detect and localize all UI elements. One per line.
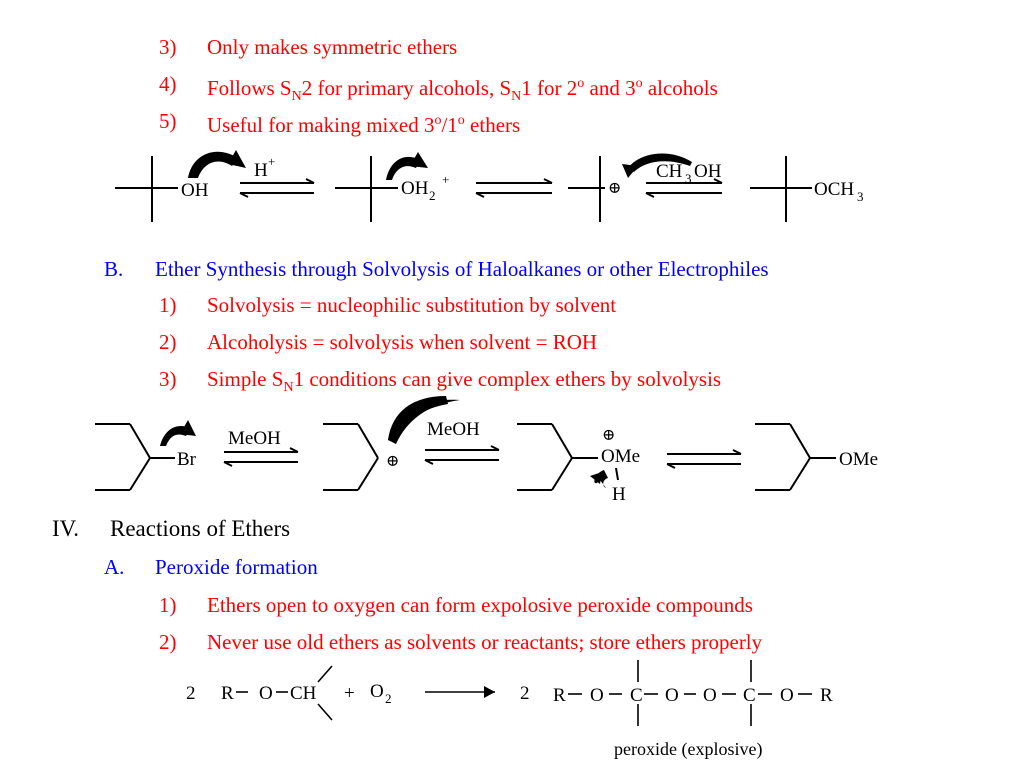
item-number: 3) — [159, 35, 177, 59]
svg-text:H: H — [612, 484, 626, 505]
svg-text:MeOH: MeOH — [427, 419, 480, 440]
svg-text:MeOH: MeOH — [228, 428, 281, 449]
item-text: Useful for making mixed 3$^o$/1$^o$ ethers — [207, 113, 521, 137]
item-text: Ethers open to oxygen can form expolosive peroxide compounds — [207, 593, 753, 617]
cation-icon: ⊕ — [386, 453, 400, 470]
svg-text:O: O — [665, 685, 679, 706]
item-text: Solvolysis = nucleophilic substitution by solvent — [207, 293, 617, 317]
section-title: Reactions of Ethers — [110, 516, 291, 541]
svg-text:2: 2 — [385, 691, 392, 706]
svg-text:OMe: OMe — [601, 446, 641, 467]
item-number: 1) — [159, 593, 177, 617]
svg-text:O: O — [259, 683, 273, 704]
item-text: Follows $S_N2$ for primary alcohols, $S_N1$ for 2$^o$ and 3$^o$ alcohols — [207, 76, 718, 105]
item-number: 4) — [159, 72, 177, 96]
svg-text:+: + — [442, 172, 450, 187]
svg-text:O: O — [780, 685, 794, 706]
svg-text:H: H — [254, 160, 268, 181]
svg-text:C: C — [630, 685, 643, 706]
item-text: Alcoholysis = solvolysis when solvent = ROH — [207, 330, 598, 354]
svg-text:R: R — [820, 685, 833, 706]
section-title: Peroxide formation — [155, 555, 318, 579]
oh-label: OH — [181, 180, 209, 201]
svg-text:OCH: OCH — [814, 179, 855, 200]
svg-text:3: 3 — [685, 171, 692, 186]
item-text: Never use old ethers as solvents or reactants; store ethers properly — [207, 630, 763, 654]
item-text: Only makes symmetric ethers — [207, 35, 458, 59]
peroxide-caption: peroxide (explosive) — [614, 739, 763, 759]
svg-text:3: 3 — [857, 189, 864, 204]
oxonium-charge-icon: ⊕ — [602, 427, 616, 444]
svg-text:OH: OH — [401, 178, 429, 199]
svg-text:O: O — [370, 681, 384, 702]
svg-text:OH: OH — [694, 161, 722, 182]
svg-text:R: R — [221, 683, 234, 704]
svg-text:O: O — [703, 685, 717, 706]
svg-text:2: 2 — [429, 188, 436, 203]
section-number: IV. — [52, 516, 80, 541]
svg-text:R: R — [553, 685, 566, 706]
item-text: Simple $S_N1$ conditions can give complex ethers by solvolysis — [207, 367, 722, 396]
section-letter: A. — [104, 555, 125, 579]
item-number: 2) — [159, 330, 177, 354]
carbocation-icon: ⊕ — [608, 180, 622, 197]
svg-text:CH: CH — [656, 161, 683, 182]
item-number: 1) — [159, 293, 177, 317]
section-letter: B. — [104, 257, 124, 281]
svg-text:+: + — [268, 154, 276, 169]
svg-text:OMe: OMe — [839, 449, 879, 470]
svg-text:Br: Br — [177, 449, 196, 470]
svg-text:O: O — [590, 685, 604, 706]
svg-text:2: 2 — [520, 683, 530, 704]
svg-text:C: C — [743, 685, 756, 706]
svg-text:CH: CH — [290, 683, 317, 704]
item-number: 3) — [159, 367, 177, 391]
section-title: Ether Synthesis through Solvolysis of Haloalkanes or other Electrophiles — [155, 257, 769, 281]
item-number: 2) — [159, 630, 177, 654]
item-number: 5) — [159, 109, 177, 133]
svg-text:+: + — [344, 683, 355, 704]
svg-text:2: 2 — [186, 683, 196, 704]
